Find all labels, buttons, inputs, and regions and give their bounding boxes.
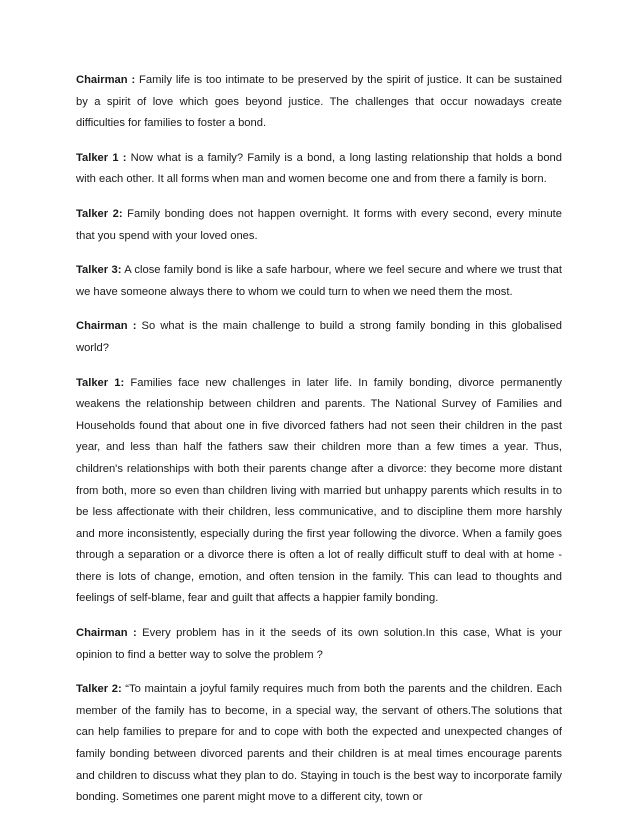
speaker-label: Talker 3: [76, 264, 122, 277]
dialogue-paragraph [76, 148, 562, 191]
dialogue-paragraph [76, 679, 562, 809]
paragraph-text: Every problem has in it the seeds of its own solution.In this case, What is your opinion to find a better way to solve the problem ? [76, 627, 563, 661]
speaker-label: Chairman : [76, 627, 137, 640]
speaker-label: Chairman : [76, 320, 137, 333]
speaker-label: Talker 2: [76, 207, 123, 220]
dialogue-paragraph [76, 373, 562, 611]
dialogue-paragraph [76, 70, 562, 135]
paragraph-text: Families face new challenges in later life. In family bonding, divorce permanently weakens the relationship between children and parents. The National Survey of Families and Households found that about one in five divorced fathers had not seen their children in the past year, and less than half the fathers saw their children more than a few times a year. Thus, children's relationships with both their parents change after a divorce: they become more distant from both, more so even than children living with married but unhappy parents which results in to be less affectionate with their children, less communicative, and to discipline them more harshly and more inconsistently, especially during the first year following the divorce. When a family goes through a separation or a divorce there is often a lot of really difficult stuff to deal with at home - there is lots of change, emotion, and often tension in the family. This can lead to thoughts and feelings of self-blame, fear and guilt that affects a happier family bonding. [76, 376, 562, 605]
speaker-label: Talker 2: [76, 683, 122, 696]
speaker-label: Chairman : [76, 74, 136, 86]
paragraph-text: Family bonding does not happen overnight. It forms with every second, every minute that you spend with your loved ones. [76, 207, 563, 242]
paragraph-text: So what is the main challenge to build a strong family bonding in this globalised world? [76, 320, 562, 354]
speaker-label: Talker 1 : [76, 151, 127, 164]
paragraph-text: “To maintain a joyful family requires much from both the parents and the children. Each member of the family has to become, in a special way, the servant of others.The solutions that can help families to prepare for and to cope with both the expected and unexpected changes of family bonding between divorced parents and their children is at meal times encourage parents and children to discuss what they plan to do. Staying in touch is the best way to incorporate family bonding. Sometimes one parent might move to a different city, town or [76, 683, 562, 804]
document-page [76, 70, 562, 822]
paragraph-text: Family life is too intimate to be preserved by the spirit of justice. It can be sustained by a spirit of love which goes beyond justice. The challenges that occur nowadays create difficulties for families to foster a bond. [76, 74, 562, 130]
dialogue-paragraph [76, 316, 562, 359]
dialogue-paragraph [76, 623, 562, 666]
speaker-label: Talker 1: [76, 376, 125, 389]
dialogue-paragraph [76, 260, 562, 303]
paragraph-text: Now what is a family? Family is a bond, a long lasting relationship that holds a bond with each other. It all forms when man and women become one and from there a family is born. [76, 151, 562, 186]
paragraph-text: A close family bond is like a safe harbour, where we feel secure and where we trust that we have someone always there to whom we could turn to when we need them the most. [76, 264, 562, 298]
dialogue-paragraph [76, 204, 562, 247]
